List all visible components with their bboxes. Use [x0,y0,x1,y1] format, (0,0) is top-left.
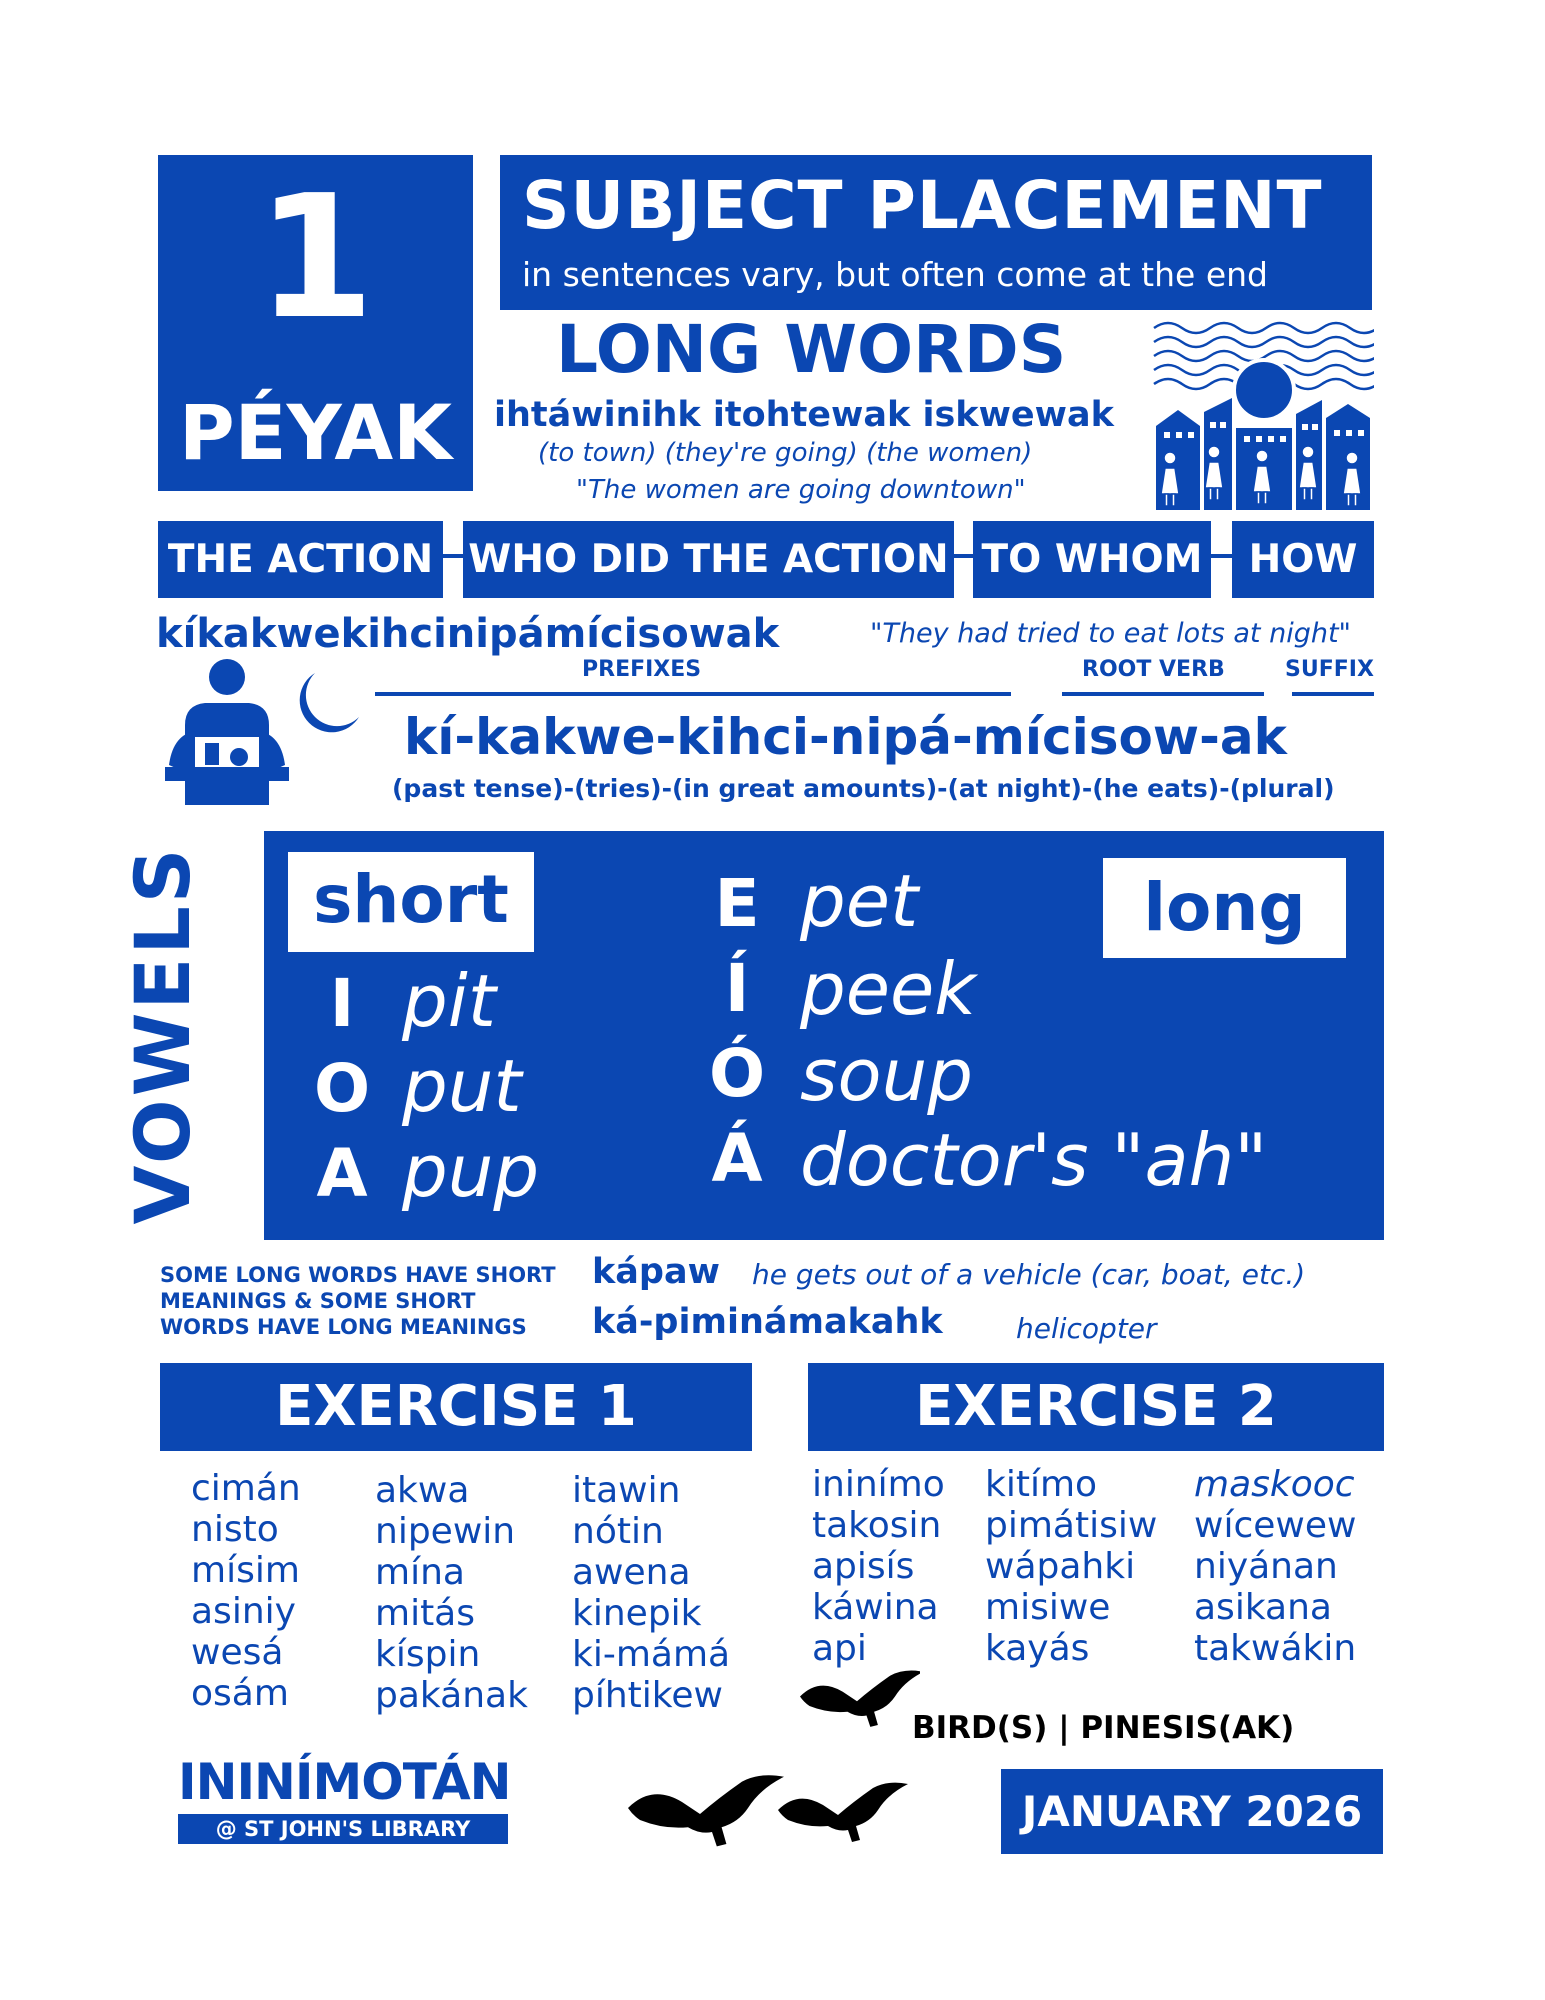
example-word: ká-piminámakahk [592,1302,943,1342]
word-order-action: THE ACTION [158,521,443,598]
long-word: kíkakwekihcinipámícisowak [156,611,780,657]
vowel-letter: O [313,1050,371,1127]
exercise-word: kayás [985,1628,1090,1669]
prefixes-label: PREFIXES [582,657,702,682]
root-verb-label: ROOT VERB [1082,657,1225,682]
exercise-word: pakának [375,1675,528,1716]
exercise-2-column [812,1464,945,1669]
exercise-word: niyánan [1194,1546,1338,1587]
exercise-word: takosin [812,1505,942,1546]
subject-placement-subtitle: in sentences vary, but often come at the end [522,255,1268,294]
exercise-word: ki-mámá [572,1634,731,1675]
vowel-example: peek [800,947,976,1031]
vowel-letter: Á [711,1120,763,1197]
vowel-example: pet [800,859,919,943]
note-line: MEANINGS & SOME SHORT [160,1289,476,1313]
exercise-word: nótin [572,1511,664,1552]
exercise-word: mísim [191,1550,300,1591]
vowel-letter: A [316,1135,368,1212]
vowels-box [264,831,1384,1240]
date-badge: JANUARY 2026 [1001,1769,1383,1854]
exercise-2-column [1194,1464,1356,1669]
exercise-1-column [191,1468,301,1714]
long-vowels-tag: long [1103,858,1346,958]
exercise-word: nipewin [375,1511,516,1552]
exercise-word: nisto [191,1509,279,1550]
vowel-example: put [402,1044,522,1128]
exercise-word: ininímo [812,1464,945,1505]
exercise-word: apisís [812,1546,915,1587]
exercise-word: wápahki [985,1546,1136,1587]
note-line: SOME LONG WORDS HAVE SHORT [160,1263,556,1287]
organization-name: ININÍMOTÁN [178,1753,511,1811]
prefixes-underline [375,692,1011,696]
exercise-word: misiwe [985,1587,1111,1628]
exercise-word: wesá [191,1632,284,1673]
vowel-letter: E [714,865,760,942]
example-word: kápaw [592,1252,720,1292]
subject-placement-box [500,155,1372,310]
example-meaning: he gets out of a vehicle (car, boat, etc.) [752,1258,1306,1291]
exercise-word: mína [375,1552,465,1593]
long-words-example: ihtáwinihk itohtewak iskwewak [494,395,1114,435]
exercise-word: kíspin [375,1634,481,1675]
organization-location: @ ST JOHN'S LIBRARY [178,1814,508,1844]
exercise-word: cimán [191,1468,301,1509]
exercise-word: kitímo [985,1464,1098,1505]
exercise-2-title: EXERCISE 2 [808,1363,1384,1451]
vowel-letter: Í [724,950,750,1027]
suffix-label: SUFFIX [1285,657,1374,682]
exercise-word: wícewew [1194,1505,1357,1546]
exercise-word: osám [191,1673,289,1714]
split-word: kí-kakwe-kihci-nipá-mícisow-ak [404,708,1287,766]
long-words-translation: "The women are going downtown" [576,475,1026,505]
long-words-title: LONG WORDS [556,311,1067,388]
birds-illustration [620,1660,920,1860]
long-words-gloss: (to town) (they're going) (the women) [538,438,1033,468]
vowels-heading: VOWELS [118,845,207,1225]
exercise-word: pimátisiw [985,1505,1158,1546]
note-line: WORDS HAVE LONG MEANINGS [160,1315,527,1339]
exercise-word: káwina [812,1587,939,1628]
exercise-word: asikana [1194,1587,1332,1628]
exercise-word: maskooc [1194,1464,1355,1505]
exercise-word: píhtikew [572,1675,723,1716]
exercise-word: awena [572,1552,691,1593]
short-vowels-tag: short [288,852,534,952]
root-verb-underline [1062,692,1264,696]
exercise-word: takwákin [1194,1628,1357,1669]
vowel-letter: I [329,965,355,1042]
vowel-example: pit [402,959,496,1043]
vowel-example: soup [800,1033,973,1117]
example-meaning: helicopter [1016,1312,1157,1345]
meanings-note [160,1262,556,1340]
exercise-2-column [985,1464,1157,1669]
exercise-word: api [812,1628,867,1669]
subject-placement-title: SUBJECT PLACEMENT [522,167,1323,244]
exercise-word: akwa [375,1470,470,1511]
exercise-1-title: EXERCISE 1 [160,1363,752,1451]
word-order-how: HOW [1232,521,1374,598]
vowel-letter: Ó [708,1035,766,1112]
vowel-example: pup [402,1129,540,1213]
vowel-example: doctor's "ah" [800,1118,1268,1202]
city-women-illustration [1152,318,1374,510]
exercise-word: mitás [375,1593,476,1634]
lesson-number: 1 [256,159,375,357]
long-word-translation: "They had tried to eat lots at night" [870,618,1351,649]
exercise-1-column [375,1470,528,1716]
exercise-word: asiniy [191,1591,296,1632]
split-gloss: (past tense)-(tries)-(in great amounts)-(at night)-(he eats)-(plural) [392,774,1335,803]
eating-person-moon-illustration [165,655,375,805]
suffix-underline [1292,692,1374,696]
word-order-who: WHO DID THE ACTION [463,521,954,598]
birds-label: BIRD(S) | PINESIS(AK) [912,1710,1295,1746]
lesson-number-box [158,155,473,491]
lesson-number-word: PÉYAK [178,388,453,477]
exercise-word: itawin [572,1470,681,1511]
exercise-word: kinepik [572,1593,702,1634]
word-order-to-whom: TO WHOM [973,521,1211,598]
